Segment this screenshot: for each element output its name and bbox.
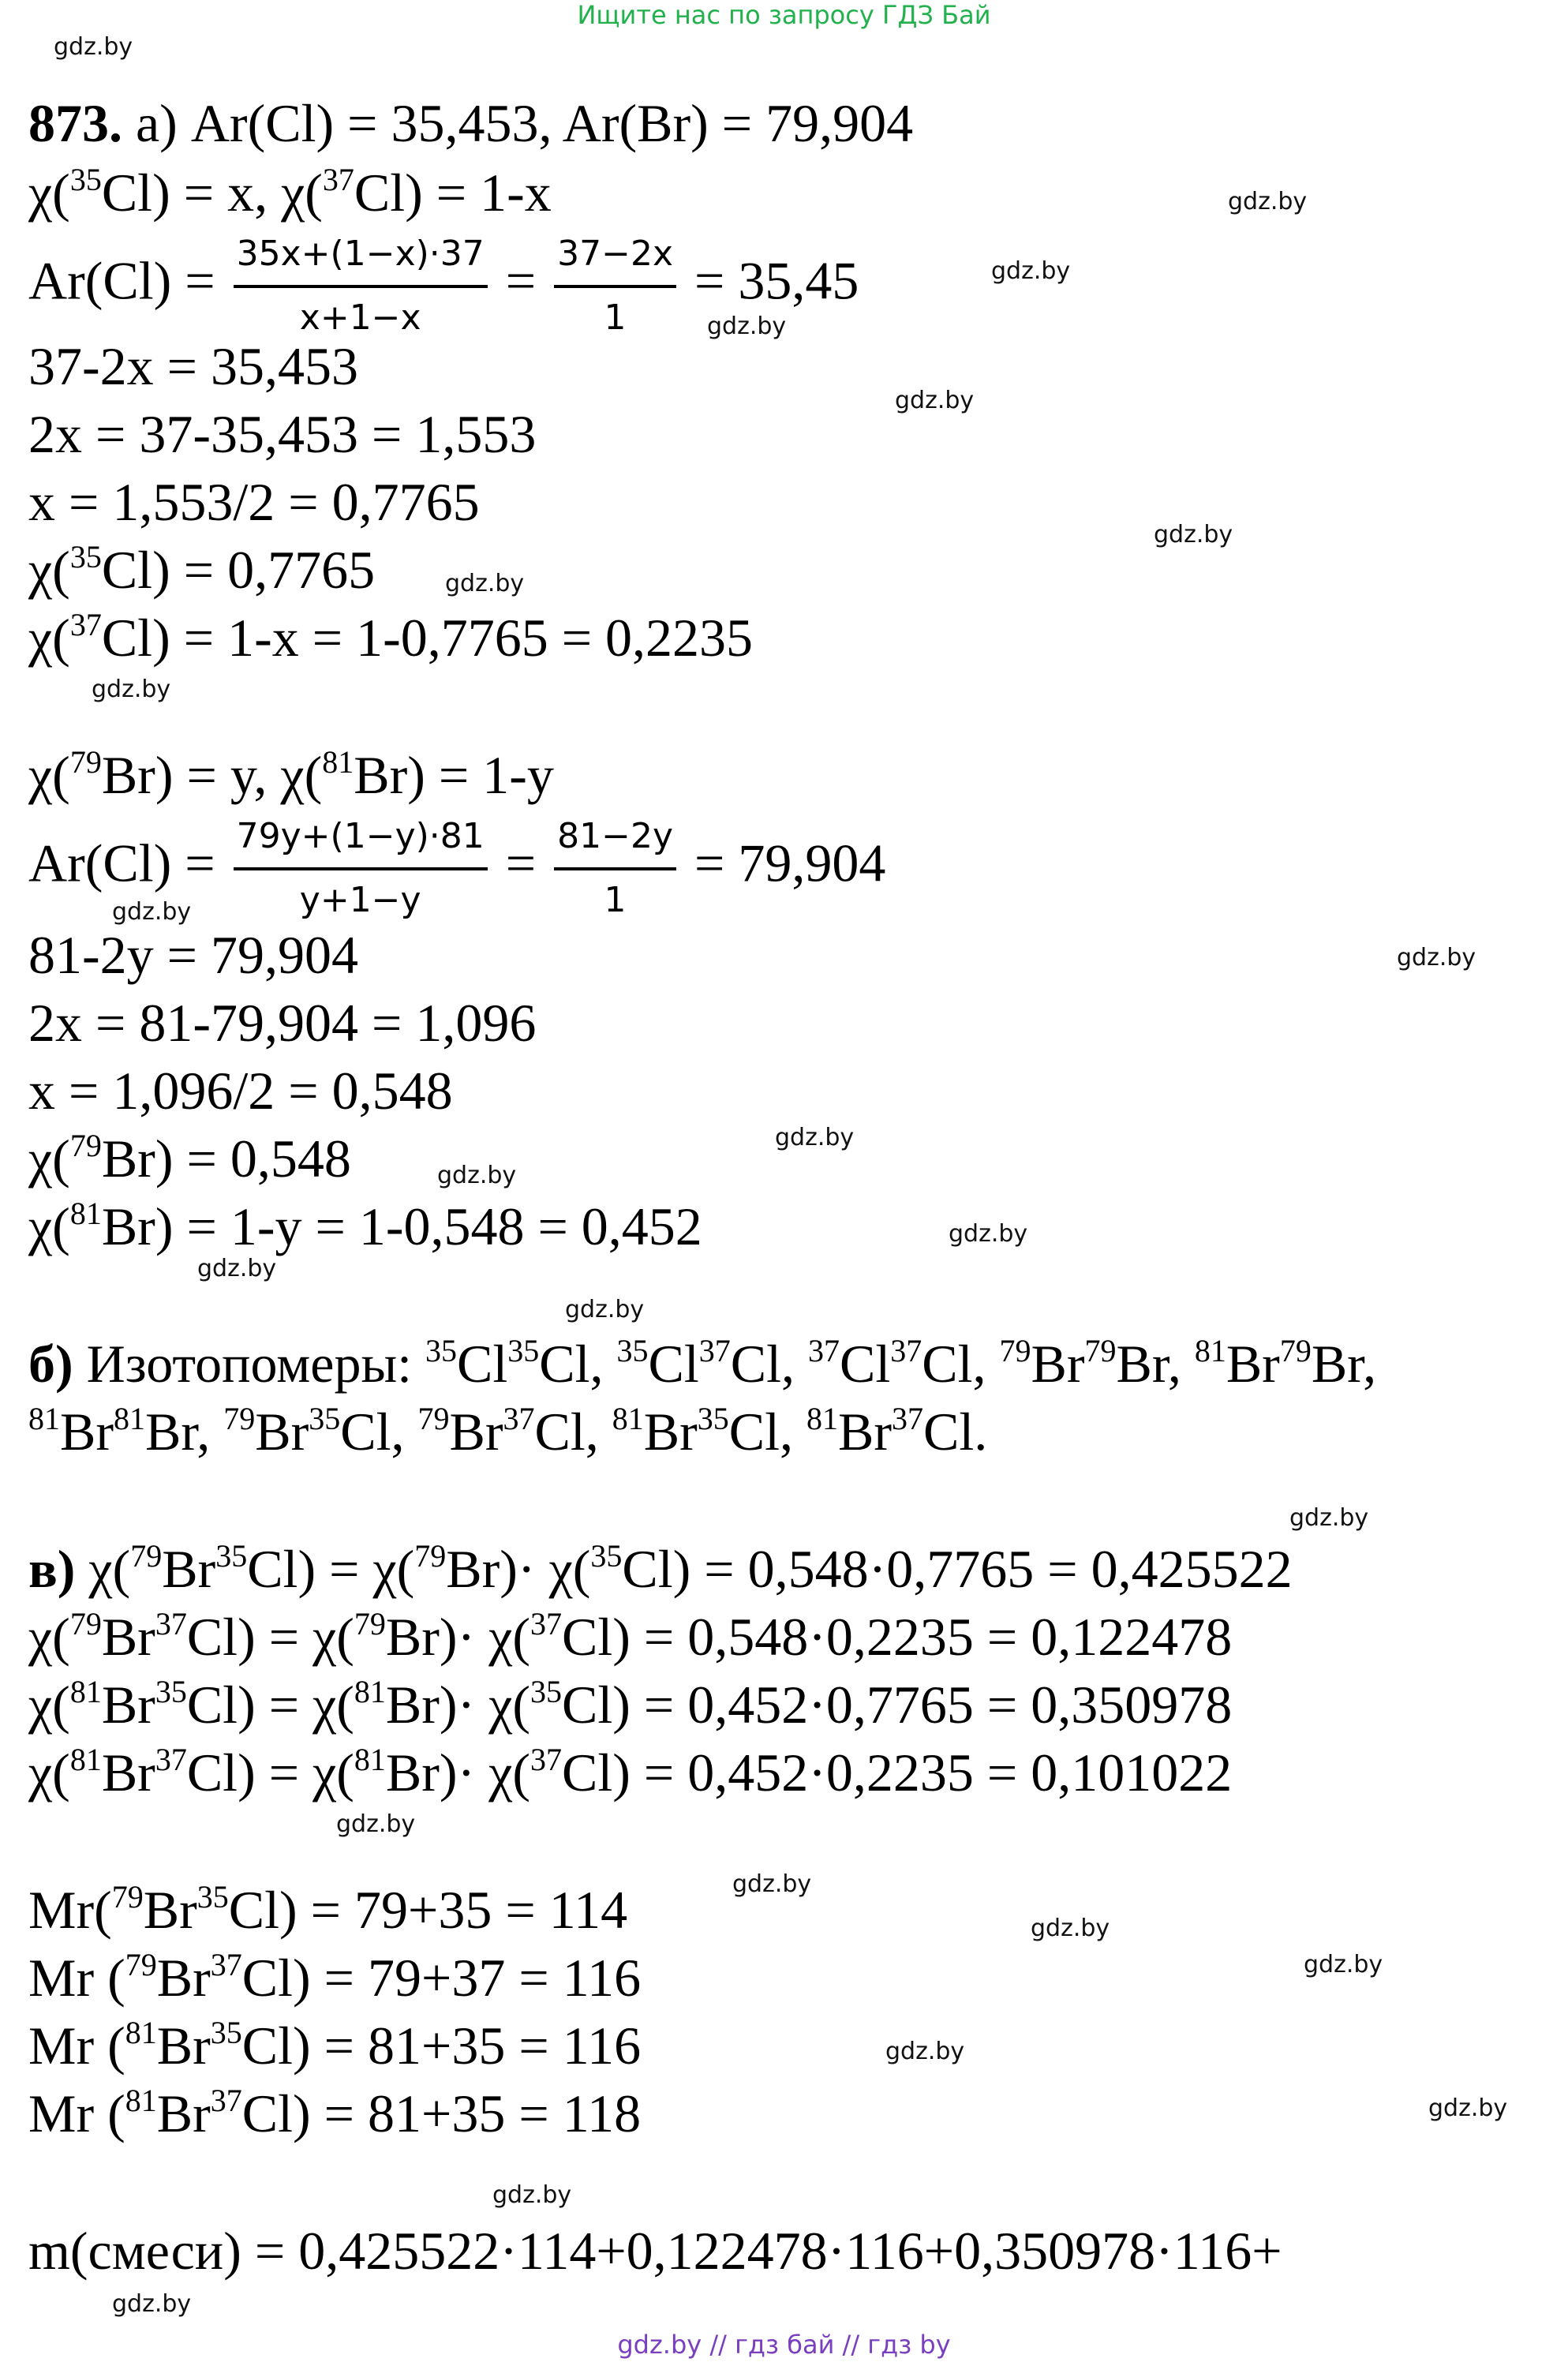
- isotopomer: $^{79}$Br$^{79}$Br,: [999, 1333, 1195, 1394]
- watermark: gdz.by: [437, 1162, 517, 1189]
- isotopomer: $^{37}$Cl$^{37}$Cl,: [808, 1333, 1000, 1394]
- br-atomic-mass-equation: Ar(Cl) = $\frac{79y+(1-y)\cdot 81}{y+1-y}$ = $\frac{81-2y}{1}$ = 79,904: [28, 816, 886, 920]
- isotopomer-list: [425, 1334, 1376, 1394]
- top-banner[interactable]: Ищите нас по запросу ГДЗ Бай: [577, 0, 991, 30]
- watermark: gdz.by: [492, 2181, 572, 2209]
- fraction: $\frac{79y+(1-y)\cdot 81}{y+1-y}$: [234, 816, 488, 922]
- given-values: Ar(Cl) = 35,453, Ar(Br) = 79,904: [190, 93, 914, 153]
- molar-mass-line: Mr $(^{79}Br^{37}Cl) = 79+37 = 116$: [28, 1947, 642, 2008]
- watermark: gdz.by: [112, 898, 192, 926]
- watermark: gdz.by: [732, 1870, 812, 1898]
- fraction: $\frac{81-2y}{1}$: [554, 816, 676, 922]
- equation-line: x = 1,553/2 = 0,7765: [28, 472, 480, 532]
- molar-mass-line: Mr $(^{81}Br^{35}Cl) = 81+35 = 116$: [28, 2015, 642, 2076]
- probability-line: $\chi(^{79}Br^{37}Cl) = \chi(^{79}Br)\cdot \chi(^{37}Cl) = 0,548\cdot 0,2235 = 0,122478$: [28, 1606, 1233, 1667]
- cl-atomic-mass-equation: Ar(Cl) = $\frac{35x+(1-x)\cdot 37}{x+1-x}$ = $\frac{37-2x}{1}$ = 35,45: [28, 234, 859, 338]
- mixture-mass-line: m(смеси) = 0,425522·114+0,122478·116+0,350978·116+: [28, 2221, 1282, 2281]
- watermark: gdz.by: [445, 570, 525, 597]
- problem-number: 873.: [28, 93, 122, 153]
- watermark: gdz.by: [1428, 2094, 1508, 2122]
- watermark: gdz.by: [336, 1810, 416, 1838]
- watermark: gdz.by: [775, 1124, 855, 1151]
- watermark: gdz.by: [707, 313, 787, 340]
- isotopomer: $^{81}$Br$^{79}$Br,: [1194, 1333, 1377, 1394]
- watermark: gdz.by: [885, 2038, 965, 2065]
- watermark: gdz.by: [54, 33, 133, 61]
- given-line: [28, 93, 914, 153]
- result-line: χ($^{79}$Br) = 0,548: [28, 1128, 351, 1188]
- part-b-label: б): [28, 1334, 73, 1394]
- fraction: $\frac{35x+(1-x)\cdot 37}{x+1-x}$: [234, 234, 488, 339]
- watermark: gdz.by: [1397, 944, 1476, 971]
- isotopomer: $^{79}$Br$^{37}$Cl,: [417, 1401, 612, 1462]
- result-line: χ($^{35}$Cl) = 0,7765: [28, 539, 376, 600]
- br-fraction-definition: χ($^{79}$Br) = y, χ($^{81}$Br) = 1-y: [28, 744, 554, 805]
- equation-line: 81-2y = 79,904: [28, 925, 358, 985]
- part-a-label: а): [136, 93, 178, 153]
- molar-mass-line: Mr $(^{81}Br^{37}Cl) = 81+35 = 118$: [28, 2083, 642, 2143]
- isotopomer-line: [28, 1401, 988, 1462]
- result-line: χ($^{81}$Br) = 1-y = 1-0,548 = 0,452: [28, 1196, 702, 1256]
- result-line: χ($^{37}$Cl) = 1-x = 1-0,7765 = 0,2235: [28, 607, 754, 668]
- watermark: gdz.by: [895, 387, 975, 414]
- isotopomer-title: Изотопомеры:: [86, 1334, 413, 1394]
- watermark: gdz.by: [197, 1255, 277, 1282]
- isotopomer: $^{81}$Br$^{35}$Cl,: [612, 1401, 807, 1462]
- watermark: gdz.by: [991, 257, 1071, 285]
- isotopomer: $^{81}$Br$^{37}$Cl.: [806, 1401, 988, 1462]
- equation-line: x = 1,096/2 = 0,548: [28, 1061, 453, 1121]
- watermark: gdz.by: [949, 1220, 1028, 1248]
- isotopomer-list: [28, 1402, 987, 1462]
- equation-line: 37-2x = 35,453: [28, 336, 358, 396]
- watermark: gdz.by: [92, 676, 171, 703]
- isotopomer: $^{81}$Br$^{81}$Br,: [28, 1401, 224, 1462]
- isotopomer: $^{35}$Cl$^{37}$Cl,: [616, 1333, 809, 1394]
- watermark: gdz.by: [1289, 1504, 1369, 1532]
- part-c-label: в): [28, 1539, 76, 1599]
- watermark: gdz.by: [1031, 1915, 1110, 1942]
- watermark: gdz.by: [565, 1296, 645, 1323]
- equation-line: 2x = 81-79,904 = 1,096: [28, 993, 537, 1053]
- probability-line: $\chi(^{81}Br^{37}Cl) = \chi(^{81}Br)\cdot \chi(^{37}Cl) = 0,452\cdot 0,2235 = 0,101022$: [28, 1742, 1233, 1802]
- equation-line: 2x = 37-35,453 = 1,553: [28, 404, 537, 464]
- isotopomer-line: [28, 1333, 1377, 1394]
- isotopomer: $^{79}$Br$^{35}$Cl,: [223, 1401, 418, 1462]
- watermark: gdz.by: [112, 2290, 192, 2318]
- watermark: gdz.by: [1304, 1951, 1383, 1978]
- molar-mass-line: $Mr(^{79}Br^{35}Cl) = 79+35 = 114$: [28, 1879, 628, 1940]
- watermark: gdz.by: [1228, 188, 1308, 215]
- fraction: $\frac{37-2x}{1}$: [554, 234, 676, 339]
- watermark: gdz.by: [1154, 521, 1233, 548]
- isotopomer: $^{35}$Cl$^{35}$Cl,: [425, 1333, 617, 1394]
- bottom-banner[interactable]: gdz.by // гдз бай // гдз by: [617, 2330, 951, 2360]
- cl-fraction-definition: χ($^{35}$Cl) = x, χ($^{37}$Cl) = 1-x: [28, 162, 552, 223]
- probability-line: $\chi(^{81}Br^{35}Cl) = \chi(^{81}Br)\cdot \chi(^{35}Cl) = 0,452\cdot 0,7765 = 0,350978$: [28, 1674, 1233, 1735]
- probability-line: в) $\chi(^{79}Br^{35}Cl) = \chi(^{79}Br)\cdot \chi(^{35}Cl) = 0,548\cdot 0,7765 = 0,425522$: [28, 1538, 1293, 1599]
